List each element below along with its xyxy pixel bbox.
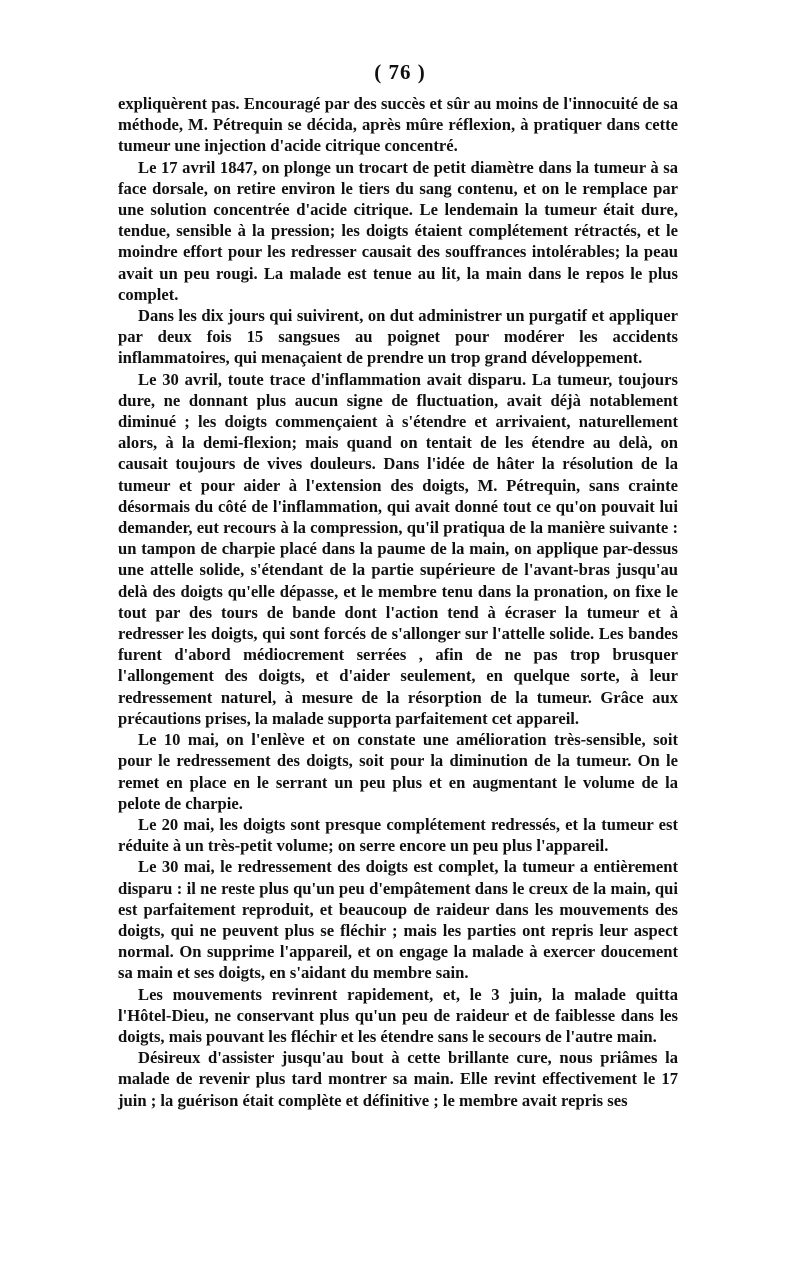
paragraph: Le 20 mai, les doigts sont presque complétement redressés, et la tumeur est réduite à un très-petit volume; on serre encore un peu plus l'appareil. (118, 814, 678, 856)
paragraph: Le 30 mai, le redressement des doigts est complet, la tumeur a entièrement disparu : il ne reste plus qu'un peu d'empâtement dans le creux de la main, qui est parfaitement reproduit, et beaucoup de raideur dans les mouvements des doigts, qui ne peuvent plus se fléchir ; mais les parties ont repris leur aspect normal. On supprime l'appareil, et on engage la malade à exercer doucement sa main et ses doigts, en s'aidant du membre sain. (118, 857, 678, 983)
paragraph: Le 10 mai, on l'enlève et on constate une amélioration très-sensible, soit pour le redressement des doigts, soit pour la diminution de la tumeur. On le remet en place en le serrant un peu plus et en augmentant le volume de la pelote de charpie. (118, 730, 678, 813)
paragraph: expliquèrent pas. Encouragé par des succès et sûr au moins de l'innocuité de sa méthode, M. Pétrequin se décida, après mûre réflexion, à pratiquer dans cette tumeur une injection d'acide citrique concentré. (118, 94, 678, 156)
paragraph: Le 30 avril, toute trace d'inflammation avait disparu. La tumeur, toujours dure, ne donnant plus aucun signe de fluctuation, avait déjà notablement diminué ; les doigts commençaient à s'étendre et arrivaient, naturellement alors, à la demi-flexion; mais quand on tentait de les étendre au delà, on causait toujours de vives douleurs. Dans l'idée de hâter la résolution de la tumeur et pour aider à l'extension des doigts, M. Pétrequin, sans crainte désormais du côté de l'inflammation, qui avait donné tout ce qu'on pouvait lui demander, eut recours à la compression, qu'il pratiqua de la manière suivante : un tampon de charpie placé dans la paume de la main, on applique par-dessus une attelle solide, s'étendant de la partie supérieure de l'avant-bras jusqu'au delà des doigts qu'elle dépasse, et le membre tenu dans la pronation, on fixe le tout par des tours de bande dont l'action tend à écraser la tumeur et à redresser les doigts, qui sont forcés de s'allonger sur l'attelle solide. Les bandes furent d'abord médiocrement serrées , afin de ne pas trop brusquer l'allongement des doigts, et d'aider seulement, en quelque sorte, à leur redressement naturel, à mesure de la résorption de la tumeur. Grâce aux précautions prises, la malade supporta parfaitement cet appareil. (118, 369, 678, 728)
paragraph: Dans les dix jours qui suivirent, on dut administrer un purgatif et appliquer par deux fois 15 sangsues au poignet pour modérer les accidents inflammatoires, qui menaçaient de prendre un trop grand développement. (118, 306, 678, 368)
page-number: ( 76 ) (374, 60, 426, 84)
paragraph: Désireux d'assister jusqu'au bout à cette brillante cure, nous priâmes la malade de revenir plus tard montrer sa main. Elle revint effectivement le 17 juin ; la guérison était complète et définitive ; le membre avait repris ses (118, 1048, 678, 1110)
body-text (118, 93, 678, 1111)
paragraph: Les mouvements revinrent rapidement, et, le 3 juin, la malade quitta l'Hôtel-Dieu, ne conservant plus qu'un peu de raideur et de faiblesse dans les doigts, mais pouvant les fléchir et les étendre sans le secours de l'autre main. (118, 984, 678, 1046)
paragraph: Le 17 avril 1847, on plonge un trocart de petit diamètre dans la tumeur à sa face dorsale, on retire environ le tiers du sang contenu, et on le remplace par une solution concentrée d'acide citrique. Le lendemain la tumeur était dure, tendue, sensible à la pression; les doigts étaient complétement rétractés, et le moindre effort pour les redresser causait des souffrances intolérables; la peau avait un peu rougi. La malade est tenue au lit, la main dans le repos le plus complet. (118, 157, 678, 304)
